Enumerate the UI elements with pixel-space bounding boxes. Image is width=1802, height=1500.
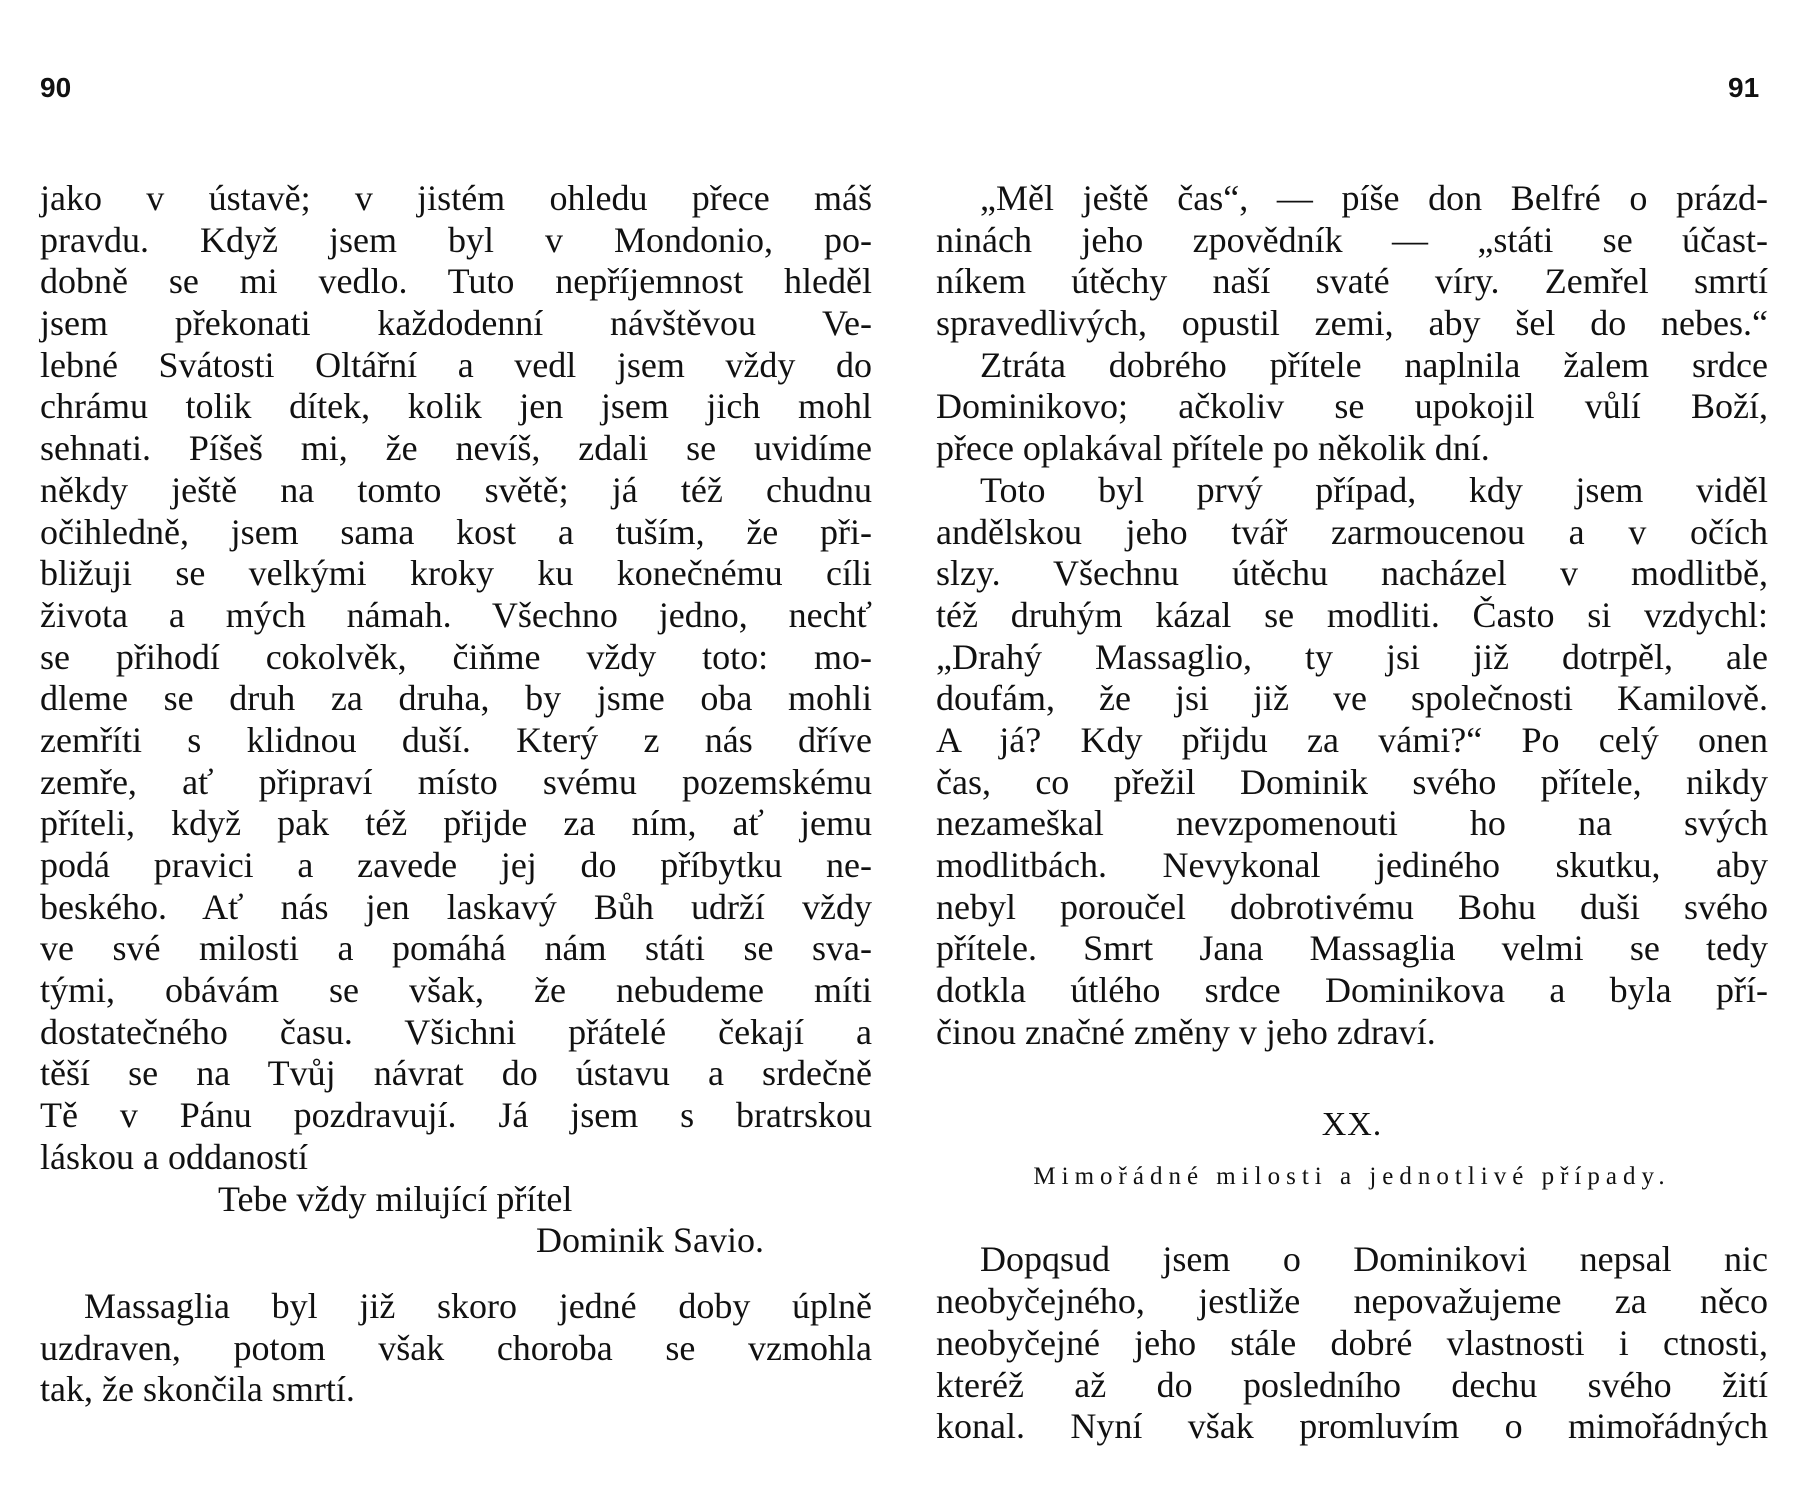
paragraph-gap [40, 1262, 872, 1286]
right-page-column [936, 178, 1768, 1448]
text-line: života a mých námah. Všechno jedno, nechť [40, 594, 872, 635]
text-line: též druhým kázal se modliti. Často si vzdychl: [936, 594, 1768, 635]
paragraph-grief [936, 345, 1768, 470]
signature-line: Tebe vždy milující přítel [218, 1178, 573, 1219]
chapter-title: Mimořádné milosti a jednotlivé případy. [1033, 1163, 1671, 1191]
text-line: někdy ještě na tomto světě; já též chudnu [40, 469, 872, 510]
paragraph-quote [936, 178, 1768, 345]
text-line: těší se na Tvůj návrat do ústavu a srdečně [40, 1053, 872, 1094]
text-line: dostatečného času. Všichni přátelé čekají a [40, 1011, 872, 1052]
text-line: konal. Nyní však promluvím o mimořádných [936, 1406, 1768, 1447]
paragraph-extraordinary [936, 1239, 1768, 1447]
text-line: beského. Ať nás jen laskavý Bůh udrží vždy [40, 886, 872, 927]
text-line: neobyčejné jeho stále dobré vlastnosti i ctnosti, [936, 1322, 1768, 1363]
text-line: bližuji se velkými kroky ku konečnému cíli [40, 553, 872, 594]
text-line: čas, co přežil Dominik svého přítele, nikdy [936, 761, 1768, 802]
closing-paragraph [40, 1286, 872, 1411]
text-line: „Drahý Massaglio, ty jsi již dotrpěl, ale [936, 636, 1768, 677]
text-line: andělskou jeho tvář zarmoucenou a v očích [936, 511, 1768, 552]
text-line: dleme se druh za druha, by jsme oba mohli [40, 678, 872, 719]
text-line: lebné Svátosti Oltářní a vedl jsem vždy do [40, 344, 872, 385]
text-line: Dopqsud jsem o Dominikovi nepsal nic [980, 1239, 1768, 1280]
page-number-right: 91 [1728, 72, 1760, 103]
text-line: neobyčejného, jestliže nepovažujeme za něco [936, 1281, 1768, 1322]
text-line: níkem útěchy naší svaté víry. Zemřel smrtí [936, 261, 1768, 302]
text-line: chrámu tolik dítek, kolik jen jsem jich mohl [40, 386, 872, 427]
chapter-number: XX. [1321, 1106, 1383, 1144]
letter-text [40, 178, 872, 1179]
text-line: přece oplakával přítele po několik dní. [936, 428, 1490, 469]
text-line: nezameškal nevzpomenouti ho na svých [936, 803, 1768, 844]
text-line: nebyl poroučel dobrotivému Bohu duši svého [936, 886, 1768, 927]
text-line: ninách jeho zpovědník — „státi se účast- [936, 219, 1768, 260]
text-line: Tě v Pánu pozdravují. Já jsem s bratrskou [40, 1095, 872, 1136]
text-line: Dominikovo; ačkoliv se upokojil vůlí Boží, [936, 386, 1768, 427]
text-line: jako v ústavě; v jistém ohledu přece máš [40, 178, 872, 218]
section-gap [936, 1195, 1768, 1239]
text-line: zemříti s klidnou duší. Který z nás dříve [40, 719, 872, 760]
letter-signature [40, 1179, 872, 1262]
text-line: pravdu. Když jsem byl v Mondonio, po- [40, 219, 872, 260]
text-line: doufám, že jsi již ve společnosti Kamilově. [936, 678, 1768, 719]
text-line: tak, že skončila smrtí. [40, 1369, 355, 1410]
text-line: spravedlivých, opustil zemi, aby šel do nebes.“ [936, 303, 1768, 344]
text-line: modlitbách. Nevykonal jediného skutku, aby [936, 845, 1768, 885]
text-line: jsem překonati každodenní návštěvou Ve- [40, 303, 872, 344]
text-line: Ztráta dobrého přítele naplnila žalem srdce [980, 344, 1768, 385]
text-line: činou značné změny v jeho zdraví. [936, 1011, 1436, 1052]
text-line: A já? Kdy přijdu za vámi?“ Po celý onen [936, 719, 1768, 760]
text-line: příteli, když pak též přijde za ním, ať jemu [40, 803, 872, 844]
page-number-left: 90 [40, 72, 72, 103]
text-line: kteréž až do posledního dechu svého žití [936, 1364, 1768, 1405]
text-line: „Měl ještě čas“, — píše don Belfré o prázd- [980, 178, 1768, 218]
text-line: uzdraven, potom však choroba se vzmohla [40, 1327, 872, 1368]
text-line: Massaglia byl již skoro jedné doby úplně [84, 1285, 872, 1326]
text-line: dobně se mi vedlo. Tuto nepříjemnost hleděl [40, 261, 872, 302]
text-line: slzy. Všechnu útěchu nacházel v modlitbě, [936, 553, 1768, 594]
text-line: podá pravici a zavede jej do příbytku ne- [40, 845, 872, 885]
left-page-column [40, 178, 872, 1411]
paragraph-first-case [936, 470, 1768, 1054]
text-line: tými, obávám se však, že nebudeme míti [40, 970, 872, 1011]
text-line: přítele. Smrt Jana Massaglia velmi se tedy [936, 928, 1768, 969]
text-line: zemře, ať připraví místo svému pozemskému [40, 761, 872, 802]
text-line: láskou a oddaností [40, 1136, 308, 1177]
text-line: očihledně, jsem sama kost a tuším, že při- [40, 511, 872, 552]
section-gap [936, 1053, 1768, 1097]
text-line: ve své milosti a pomáhá nám státi se sva- [40, 928, 872, 969]
text-line: Toto byl prvý případ, kdy jsem viděl [980, 469, 1768, 510]
text-line: dotkla útlého srdce Dominikova a byla pří- [936, 970, 1768, 1011]
text-line: sehnati. Píšeš mi, že nevíš, zdali se uvidíme [40, 428, 872, 469]
signature-name: Dominik Savio. [536, 1220, 765, 1261]
text-line: se přihodí cokolvěk, čiňme vždy toto: mo- [40, 636, 872, 677]
